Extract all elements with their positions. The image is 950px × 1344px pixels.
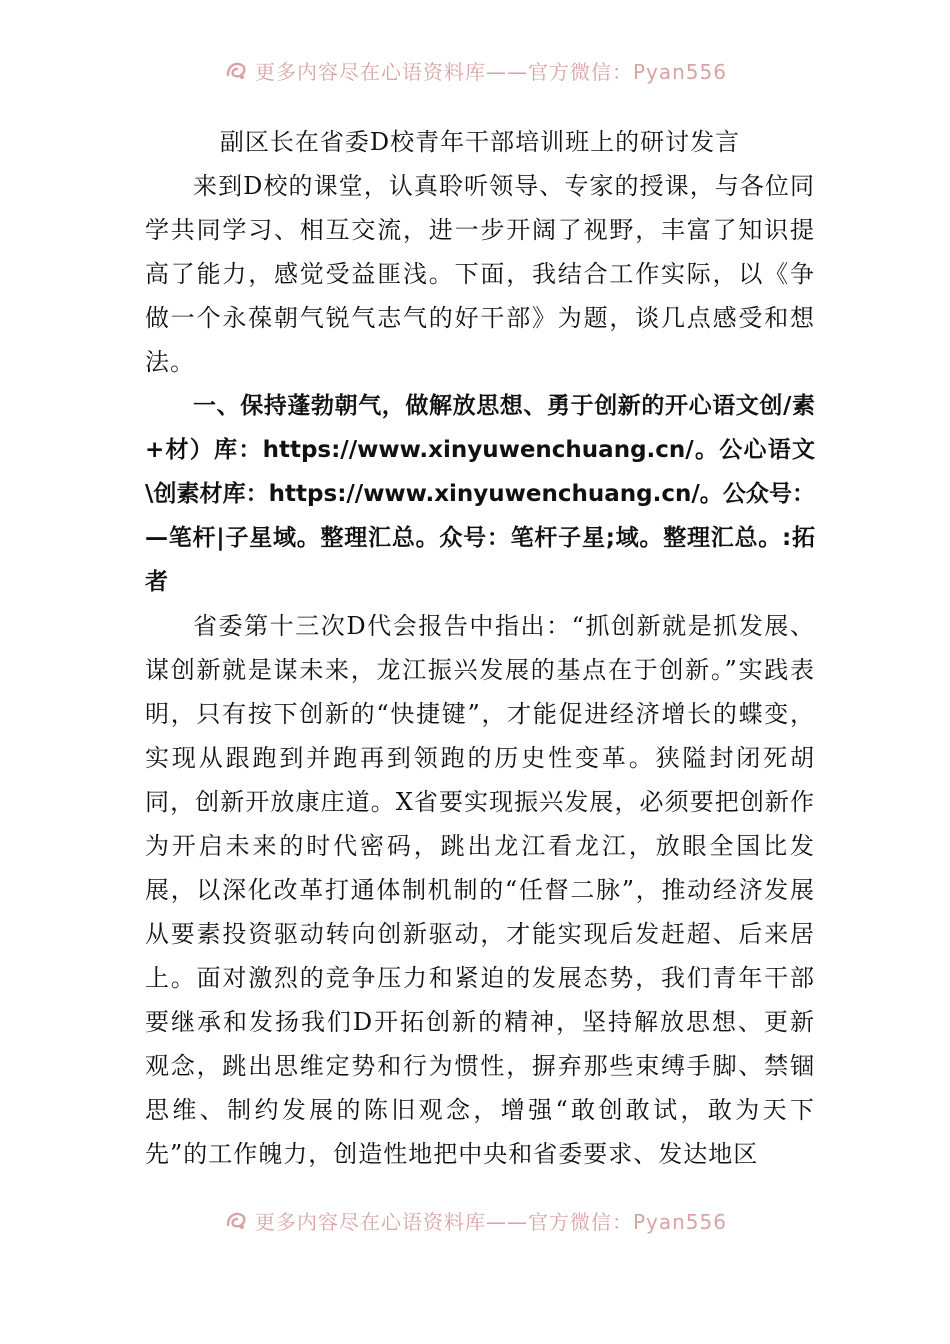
watermark-bottom: [0, 1200, 950, 1240]
section-1-paragraph: 省委第十三次D代会报告中指出：“抓创新就是抓发展、谋创新就是谋未来，龙江振兴发展的基点在于创新。”实践表明，只有按下创新的“快捷键”，才能促进经济增长的蝶变，实现从跟跑到并跑再到领跑的历史性变革。狭隘封闭死胡同，创新开放康庄道。X省要实现振兴发展，必须要把创新作为开启未来的时代密码，跳出龙江看龙江，放眼全国比发展，以深化改革打通体制机制的“任督二脉”，推动经济发展从要素投资驱动转向创新驱动，才能实现后发赶超、后来居上。面对激烈的竞争压力和紧迫的发展态势，我们青年干部要继承和发扬我们D开拓创新的精神，坚持解放思想、更新观念，跳出思维定势和行为惯性，摒弃那些束缚手脚、禁锢思维、制约发展的陈旧观念，增强“敢创敢试，敢为天下先”的工作魄力，创造性地把中央和省委要求、发达地区: [145, 612, 815, 1168]
section-1-heading: 一、保持蓬勃朝气，做解放思想、勇于创新的开心语文创/素+材）库：https://www.xinyuwenchuang.cn/。公心语文\创素材库：https://www.xinyuwenchuang.cn/。公众号：—笔杆|子星域。整理汇总。众号：笔杆子星;域。整理汇总。:拓者: [145, 393, 815, 595]
document-title: 副区长在省委D校青年干部培训班上的研讨发言: [219, 128, 741, 156]
watermark-top: [0, 50, 950, 90]
watermark-text: 更多内容尽在心语资料库——官方微信：Pyan556: [254, 1209, 727, 1234]
watermark-logo-icon: [223, 57, 249, 83]
watermark-logo-icon: [223, 1207, 249, 1233]
intro-paragraph: 来到D校的课堂，认真聆听领导、专家的授课，与各位同学共同学习、相互交流，进一步开阔了视野，丰富了知识提高了能力，感觉受益匪浅。下面，我结合工作实际，以《争做一个永葆朝气锐气志气的好干部》为题，谈几点感受和想法。: [145, 172, 815, 376]
watermark-text: 更多内容尽在心语资料库——官方微信：Pyan556: [254, 59, 727, 84]
document-body: [145, 120, 815, 1170]
